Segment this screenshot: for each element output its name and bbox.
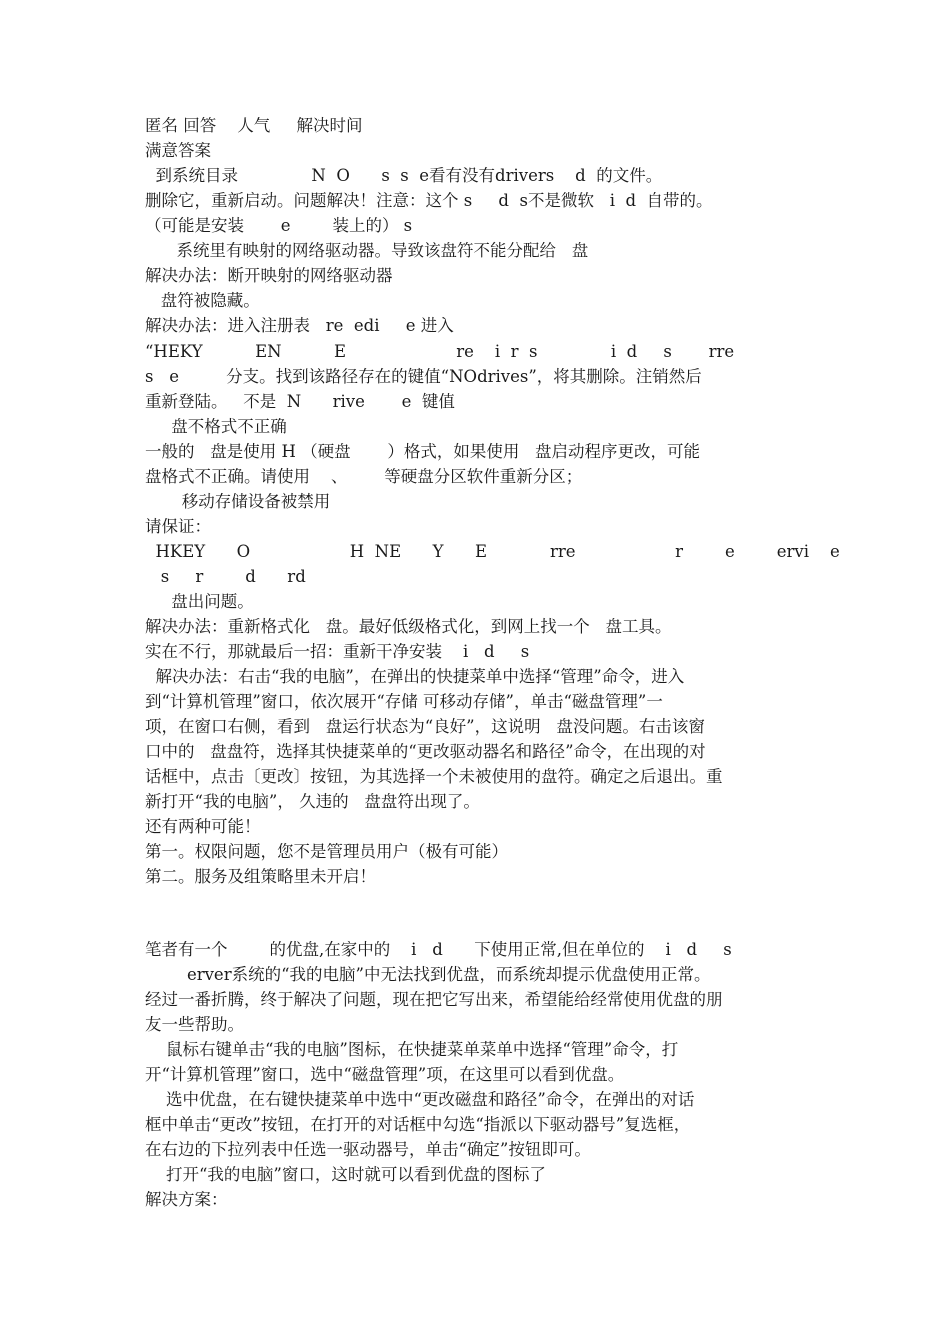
text-line: 到“计算机管理”窗口，依次展开“存储 可移动存储”，单击“磁盘管理”一 bbox=[145, 692, 663, 711]
text-line: 解决办法：重新格式化 盘。最好低级格式化，到网上找一个 盘工具。 bbox=[145, 617, 672, 636]
satisfied-answer-label: 满意答案 bbox=[145, 141, 211, 160]
text-line: 盘不格式不正确 bbox=[145, 417, 287, 436]
text-line: 话框中，点击〔更改〕按钮，为其选择一个未被使用的盘符。确定之后退出。重 bbox=[145, 767, 723, 786]
text-line: 第二。服务及组策略里未开启！ bbox=[145, 867, 376, 886]
text-line: 盘出问题。 bbox=[145, 592, 254, 611]
text-line: 解决办法：进入注册表 re edi e 进入 bbox=[145, 316, 454, 335]
text-line: 项，在窗口右侧，看到 盘运行状态为“良好”，这说明 盘没问题。右击该窗 bbox=[145, 717, 705, 736]
article-line: 开“计算机管理”窗口，选中“磁盘管理”项，在这里可以看到优盘。 bbox=[145, 1065, 625, 1084]
text-line: 盘符被隐藏。 bbox=[145, 291, 260, 310]
article-line: erver系统的“我的电脑”中无法找到优盘，而系统却提示优盘使用正常。 bbox=[145, 965, 711, 984]
text-line: 删除它，重新启动。问题解决！注意：这个 s d s不是微软 i d 自带的。 bbox=[145, 191, 713, 210]
text-line: 第一。权限问题，您不是管理员用户（极有可能） bbox=[145, 842, 508, 861]
text-line: 到系统目录 N O s s e看有没有drivers d 的文件。 bbox=[145, 166, 663, 185]
text-line: s e 分支。找到该路径存在的键值“NOdrives”，将其删除。注销然后 bbox=[145, 367, 702, 386]
article-line: 友一些帮助。 bbox=[145, 1015, 244, 1034]
text-line: “HEKY EN E re i r s i d s rre bbox=[145, 342, 735, 361]
text-line: 还有两种可能！ bbox=[145, 817, 261, 836]
article-line: 框中单击“更改”按钮，在打开的对话框中勾选“指派以下驱动器号”复选框， bbox=[145, 1115, 691, 1134]
text-line: （可能是安装 e 装上的） s bbox=[145, 216, 413, 235]
text-line: HKEY O H NE Y E rre r e ervi e bbox=[145, 542, 840, 561]
solution-label: 解决方案： bbox=[145, 1190, 228, 1209]
article-line: 在右边的下拉列表中任选一驱动器号，单击“确定”按钮即可。 bbox=[145, 1140, 591, 1159]
text-line: 盘格式不正确。请使用 、 等硬盘分区软件重新分区； bbox=[145, 467, 583, 486]
article-line: 笔者有一个 的优盘,在家中的 i d 下使用正常,但在单位的 i d s bbox=[145, 940, 732, 959]
text-line: 口中的 盘盘符，选择其快捷菜单的“更改驱动器名和路径”命令，在出现的对 bbox=[145, 742, 706, 761]
text-line: 系统里有映射的网络驱动器。导致该盘符不能分配给 盘 bbox=[145, 241, 589, 260]
article-line: 经过一番折腾，终于解决了问题，现在把它写出来，希望能给经常使用优盘的朋 bbox=[145, 990, 723, 1009]
text-line: 实在不行，那就最后一招：重新干净安装 i d s bbox=[145, 642, 530, 661]
text-line: s r d rd bbox=[145, 567, 306, 586]
text-line: 解决办法：断开映射的网络驱动器 bbox=[145, 266, 393, 285]
article-line: 鼠标右键单击“我的电脑”图标，在快捷菜单菜单中选择“管理”命令，打 bbox=[145, 1040, 679, 1059]
text-line: 重新登陆。 不是 N rive e 键值 bbox=[145, 392, 455, 411]
article-line: 打开“我的电脑”窗口，这时就可以看到优盘的图标了 bbox=[145, 1165, 546, 1184]
text-line: 解决办法：右击“我的电脑”，在弹出的快捷菜单中选择“管理”命令，进入 bbox=[145, 667, 685, 686]
text-line: 移动存储设备被禁用 bbox=[145, 492, 331, 511]
text-line: 一般的 盘是使用 H （硬盘 ）格式，如果使用 盘启动程序更改，可能 bbox=[145, 442, 701, 461]
answer-meta-header: 匿名 回答 人气 解决时间 bbox=[145, 116, 363, 135]
text-line: 请保证： bbox=[145, 517, 211, 536]
article-line: 选中优盘，在右键快捷菜单中选中“更改磁盘和路径”命令，在弹出的对话 bbox=[145, 1090, 695, 1109]
text-line: 新打开“我的电脑”， 久违的 盘盘符出现了。 bbox=[145, 792, 480, 811]
